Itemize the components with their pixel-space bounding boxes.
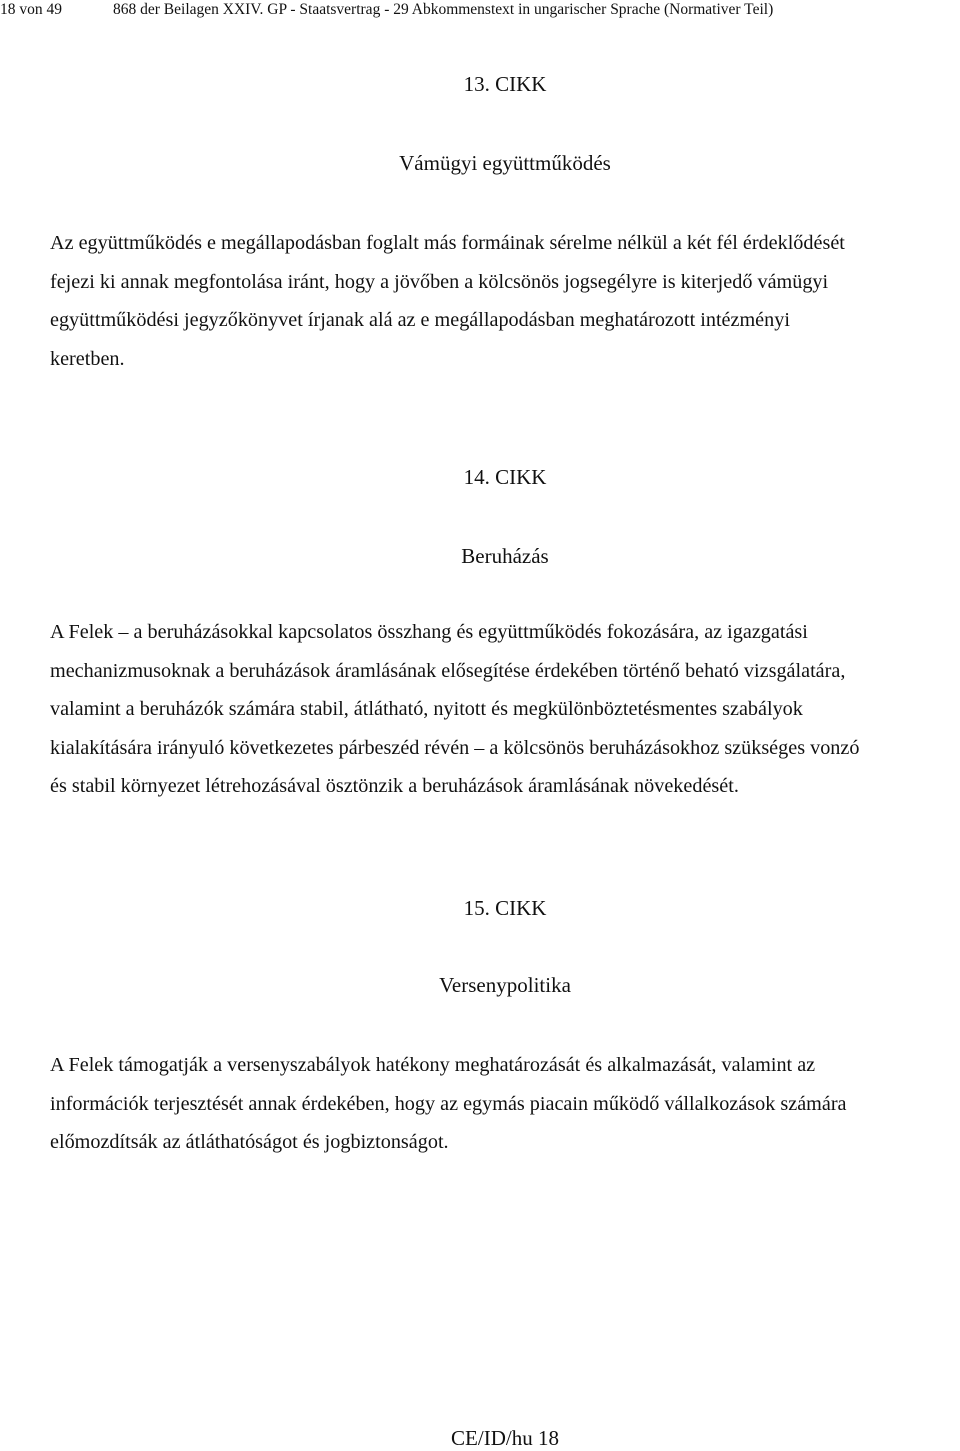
article-14-line: és stabil környezet létrehozásával ösztönzik a beruházások áramlásának növekedését. [50, 775, 739, 797]
article-15-number: 15. CIKK [463, 896, 547, 920]
page-footer-code: CE/ID/hu 18 [451, 1426, 559, 1450]
article-15-line: információk terjesztését annak érdekében, hogy az egymás piacain működő vállalkozások számára [50, 1092, 847, 1115]
article-13-body [50, 224, 960, 378]
article-13-line: együttműködési jegyzőkönyvet írjanak alá az e megállapodásban meghatározott intézményi [50, 309, 790, 331]
document-title: 868 der Beilagen XXIV. GP - Staatsvertrag - 29 Abkommenstext in ungarischer Sprache (Normativer Teil) [113, 1, 774, 18]
article-15-title: Versenypolitika [439, 973, 571, 997]
page-header [0, 0, 960, 22]
article-15-line: A Felek támogatják a versenyszabályok hatékony meghatározását és alkalmazását, valamint az [50, 1054, 816, 1076]
article-15-line: előmozdítsák az átláthatóságot és jogbiztonságot. [50, 1131, 449, 1153]
article-13-line: fejezi ki annak megfontolása iránt, hogy a jövőben a kölcsönös jogsegélyre is kiterjedő vámügyi [50, 270, 829, 293]
article-14-title: Beruházás [461, 544, 549, 568]
article-14-line: mechanizmusoknak a beruházások áramlásának elősegítése érdekében történő beható vizsgálatára, [50, 659, 846, 682]
article-13-title: Vámügyi együttműködés [399, 151, 611, 175]
article-15-body [50, 1046, 960, 1162]
article-14-number: 14. CIKK [463, 465, 547, 489]
article-14-line: A Felek – a beruházásokkal kapcsolatos összhang és együttműködés fokozására, az igazgatási [50, 621, 808, 643]
article-13-line: keretben. [50, 347, 125, 370]
article-14-body [50, 613, 960, 806]
article-14-line: kialakítására irányuló következetes párbeszéd révén – a kölcsönös beruházásokhoz szükséges vonzó [50, 736, 860, 759]
article-13-line: Az együttműködés e megállapodásban foglalt más formáinak sérelme nélkül a két fél érdeklődését [50, 232, 845, 254]
article-13-number: 13. CIKK [463, 72, 547, 96]
page-count: 18 von 49 [0, 1, 62, 18]
article-14-line: valamint a beruházók számára stabil, átlátható, nyitott és megkülönböztetésmentes szabályok [50, 698, 803, 720]
